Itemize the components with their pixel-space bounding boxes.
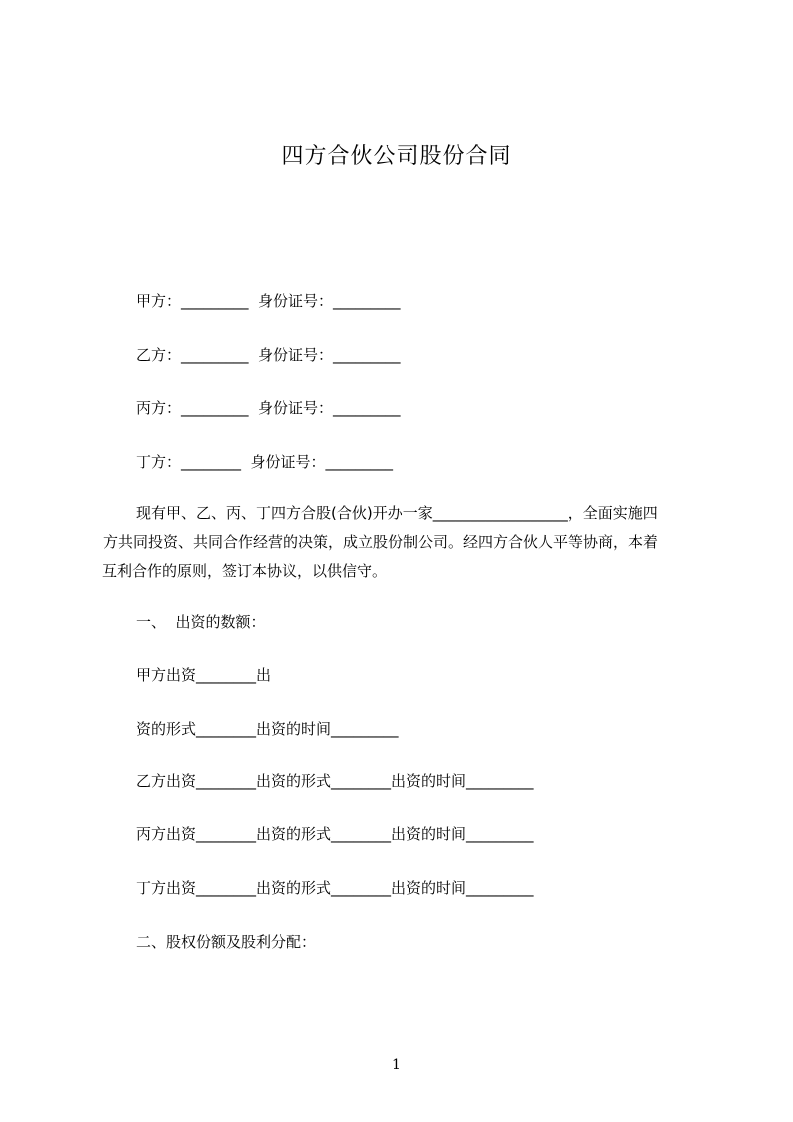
party-a-line: 甲方：_________ 身份证号：_________	[136, 292, 401, 310]
intro-line-2: 方共同投资、共同合作经营的决策，成立股份制公司。经四方合伙人平等协商，本着	[103, 533, 659, 551]
section-1-heading: 一、 出资的数额：	[136, 613, 266, 631]
section-2-heading: 二、股权份额及股利分配：	[136, 933, 317, 951]
page-number: 1	[392, 1057, 401, 1073]
contribution-c-line: 丙方出资________出资的形式________出资的时间_________	[136, 825, 534, 843]
party-c-line: 丙方：_________ 身份证号：_________	[136, 399, 401, 417]
party-d-line: 丁方：________ 身份证号：_________	[136, 453, 394, 471]
document-title: 四方合伙公司股份合同	[281, 144, 512, 169]
contribution-a-form-line: 资的形式________出资的时间_________	[136, 720, 399, 738]
intro-line-1: 现有甲、乙、丙、丁四方合股(合伙)开办一家__________________，全面实施四	[136, 504, 658, 522]
party-b-line: 乙方：_________ 身份证号：_________	[136, 346, 401, 364]
intro-paragraph	[102, 499, 712, 586]
contribution-b-line: 乙方出资________出资的形式________出资的时间_________	[136, 772, 534, 790]
intro-line-3: 互利合作的原则，签订本协议，以供信守。	[102, 562, 388, 580]
contribution-a-line: 甲方出资________出	[136, 666, 272, 684]
contribution-d-line: 丁方出资________出资的形式________出资的时间_________	[136, 879, 534, 897]
